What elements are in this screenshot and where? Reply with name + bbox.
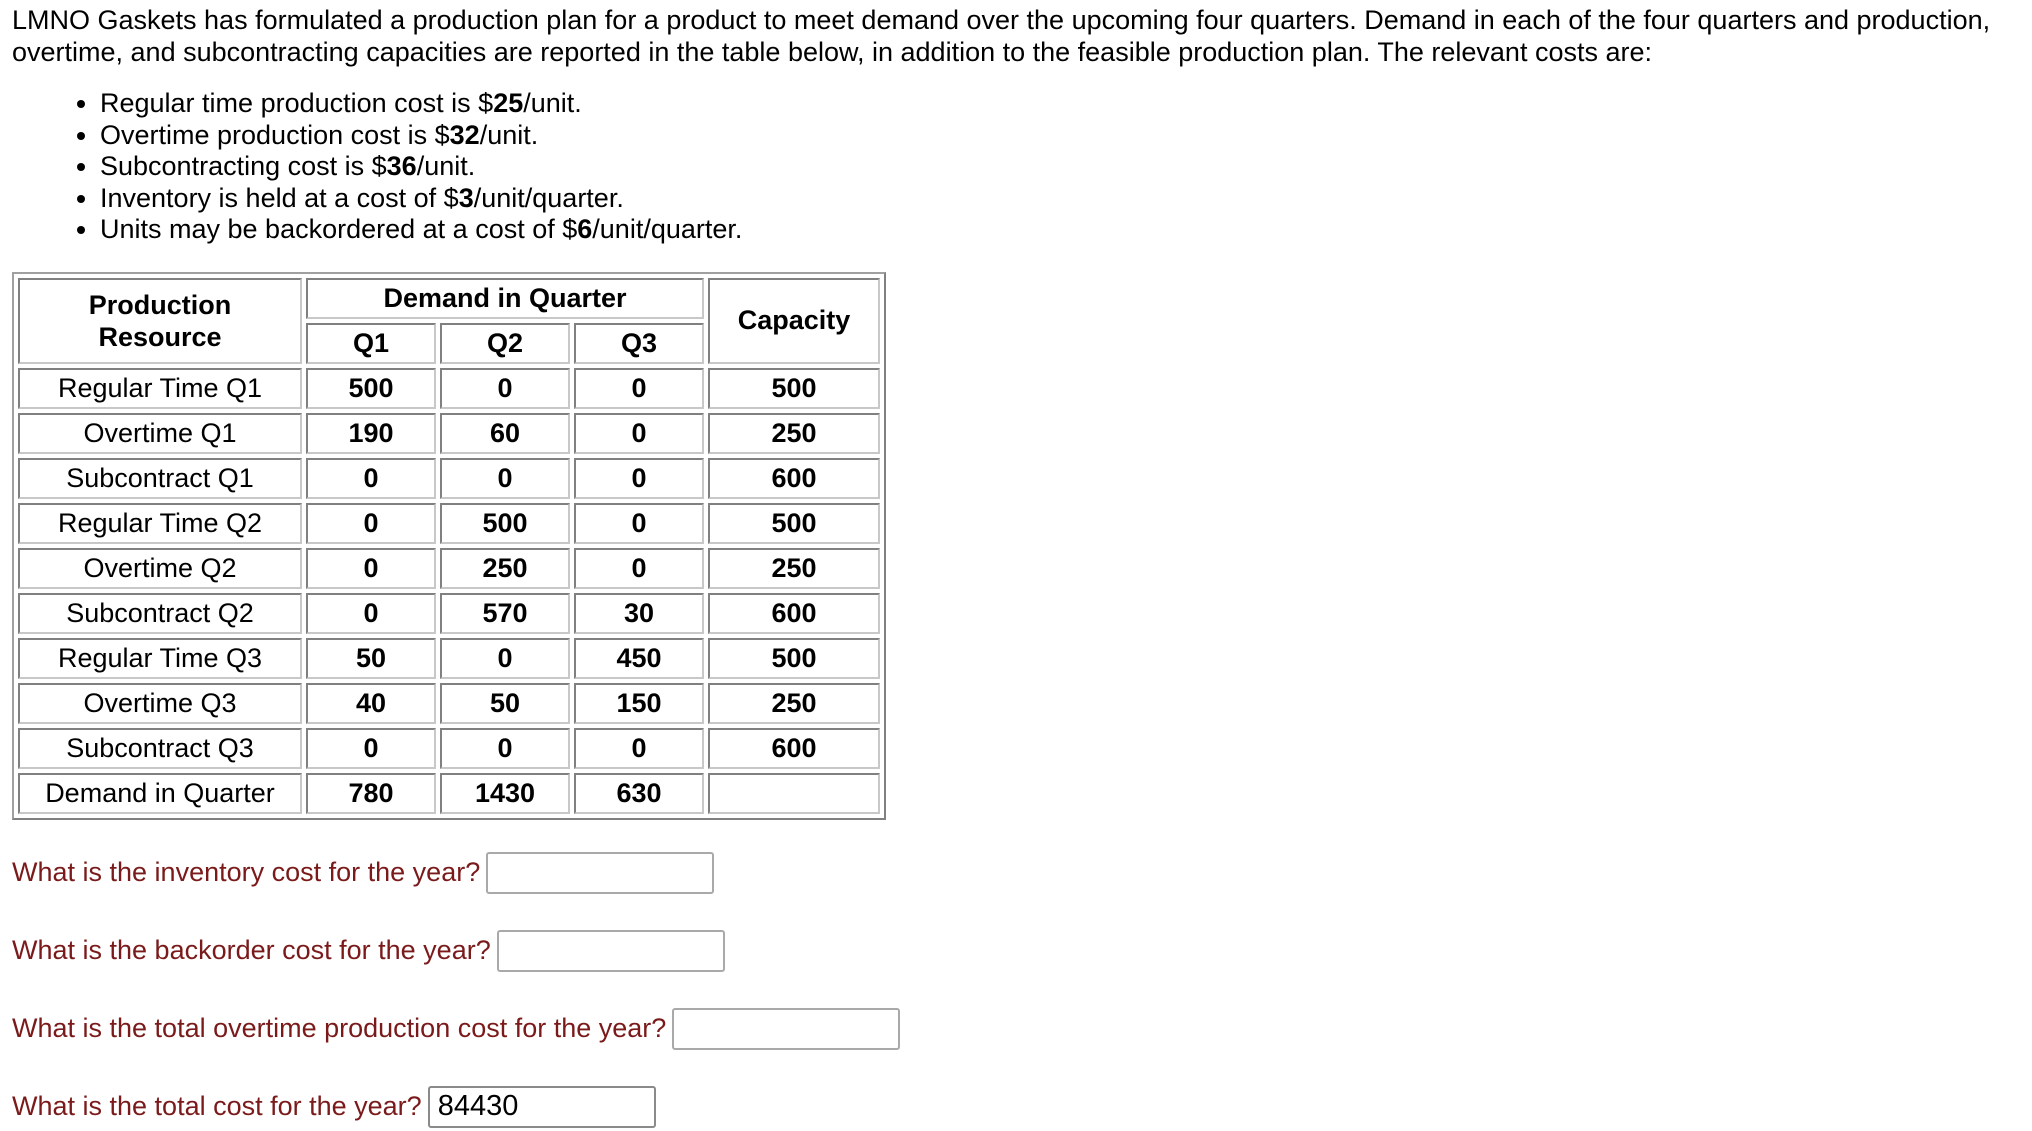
question-list	[12, 849, 2020, 1131]
table-row	[18, 593, 880, 634]
value-cell: 0	[306, 503, 436, 544]
value-cell: 50	[440, 683, 570, 724]
table-row	[18, 503, 880, 544]
value-cell: 40	[306, 683, 436, 724]
demand-value-cell: 780	[306, 773, 436, 814]
question-inventory-cost	[12, 849, 2020, 897]
cost-item-regular: • Regular time production cost is $25/unit.	[100, 88, 2020, 120]
value-cell: 0	[440, 638, 570, 679]
resource-cell: Overtime Q3	[18, 683, 302, 724]
table-header-row	[18, 278, 880, 319]
value-cell: 50	[306, 638, 436, 679]
table-row	[18, 458, 880, 499]
cost-item-backorder: • Units may be backordered at a cost of $6/unit/quarter.	[100, 214, 2020, 246]
value-cell: 0	[440, 368, 570, 409]
capacity-header: Capacity	[708, 278, 880, 364]
value-cell: 150	[574, 683, 704, 724]
value-cell: 0	[306, 728, 436, 769]
resource-cell: Regular Time Q3	[18, 638, 302, 679]
backorder-cost-input[interactable]	[497, 930, 725, 972]
quarter-header-q2: Q2	[440, 323, 570, 364]
value-cell: 250	[440, 548, 570, 589]
overtime-cost-input[interactable]	[672, 1008, 900, 1050]
cost-item-inventory: • Inventory is held at a cost of $3/unit/quarter.	[100, 183, 2020, 215]
demand-header: Demand in Quarter	[306, 278, 704, 319]
cost-list	[12, 88, 2020, 246]
capacity-cell: 600	[708, 593, 880, 634]
value-cell: 0	[574, 368, 704, 409]
capacity-cell: 500	[708, 368, 880, 409]
resource-cell: Regular Time Q1	[18, 368, 302, 409]
value-cell: 0	[574, 503, 704, 544]
demand-value-cell: 1430	[440, 773, 570, 814]
question-backorder-cost	[12, 927, 2020, 975]
resource-cell: Regular Time Q2	[18, 503, 302, 544]
capacity-cell: 250	[708, 548, 880, 589]
demand-capacity-cell	[708, 773, 880, 814]
production-plan-table-wrapper	[12, 272, 886, 820]
value-cell: 570	[440, 593, 570, 634]
value-cell: 60	[440, 413, 570, 454]
capacity-cell: 500	[708, 503, 880, 544]
value-cell: 0	[440, 728, 570, 769]
demand-value-cell: 630	[574, 773, 704, 814]
value-cell: 0	[306, 458, 436, 499]
inventory-cost-input[interactable]	[486, 852, 714, 894]
quarter-header-q1: Q1	[306, 323, 436, 364]
resource-cell: Subcontract Q1	[18, 458, 302, 499]
resource-cell: Subcontract Q2	[18, 593, 302, 634]
question-overtime-cost	[12, 1005, 2020, 1053]
value-cell: 0	[440, 458, 570, 499]
value-cell: 0	[574, 548, 704, 589]
production-plan-table	[12, 272, 886, 820]
question-label: What is the total overtime production cost for the year?	[12, 1013, 667, 1043]
table-row	[18, 638, 880, 679]
question-label: What is the total cost for the year?	[12, 1091, 422, 1121]
question-label: What is the backorder cost for the year?	[12, 935, 491, 965]
demand-row	[18, 773, 880, 814]
question-total-cost	[12, 1083, 2020, 1131]
value-cell: 0	[574, 728, 704, 769]
capacity-cell: 600	[708, 728, 880, 769]
capacity-cell: 500	[708, 638, 880, 679]
resource-cell: Demand in Quarter	[18, 773, 302, 814]
table-row	[18, 413, 880, 454]
table-row	[18, 368, 880, 409]
value-cell: 0	[574, 458, 704, 499]
table-row	[18, 728, 880, 769]
value-cell: 30	[574, 593, 704, 634]
table-row	[18, 683, 880, 724]
value-cell: 0	[574, 413, 704, 454]
table-row	[18, 548, 880, 589]
capacity-cell: 250	[708, 413, 880, 454]
total-cost-input[interactable]	[428, 1086, 656, 1128]
value-cell: 500	[440, 503, 570, 544]
value-cell: 190	[306, 413, 436, 454]
cost-item-overtime: • Overtime production cost is $32/unit.	[100, 120, 2020, 152]
capacity-cell: 250	[708, 683, 880, 724]
quarter-header-q3: Q3	[574, 323, 704, 364]
capacity-cell: 600	[708, 458, 880, 499]
value-cell: 450	[574, 638, 704, 679]
resource-cell: Subcontract Q3	[18, 728, 302, 769]
value-cell: 0	[306, 593, 436, 634]
resource-header: Production Resource	[18, 278, 302, 364]
problem-intro: LMNO Gaskets has formulated a production plan for a product to meet demand over the upcoming four quarters. Demand in each of the four quarters and production, overtime, and subcontracting capacities are reported in the table below, in addition to the feasible production plan. The relevant costs are:	[12, 5, 1991, 67]
resource-cell: Overtime Q2	[18, 548, 302, 589]
value-cell: 500	[306, 368, 436, 409]
cost-item-subcontract: • Subcontracting cost is $36/unit.	[100, 151, 2020, 183]
question-label: What is the inventory cost for the year?	[12, 857, 481, 887]
value-cell: 0	[306, 548, 436, 589]
resource-cell: Overtime Q1	[18, 413, 302, 454]
